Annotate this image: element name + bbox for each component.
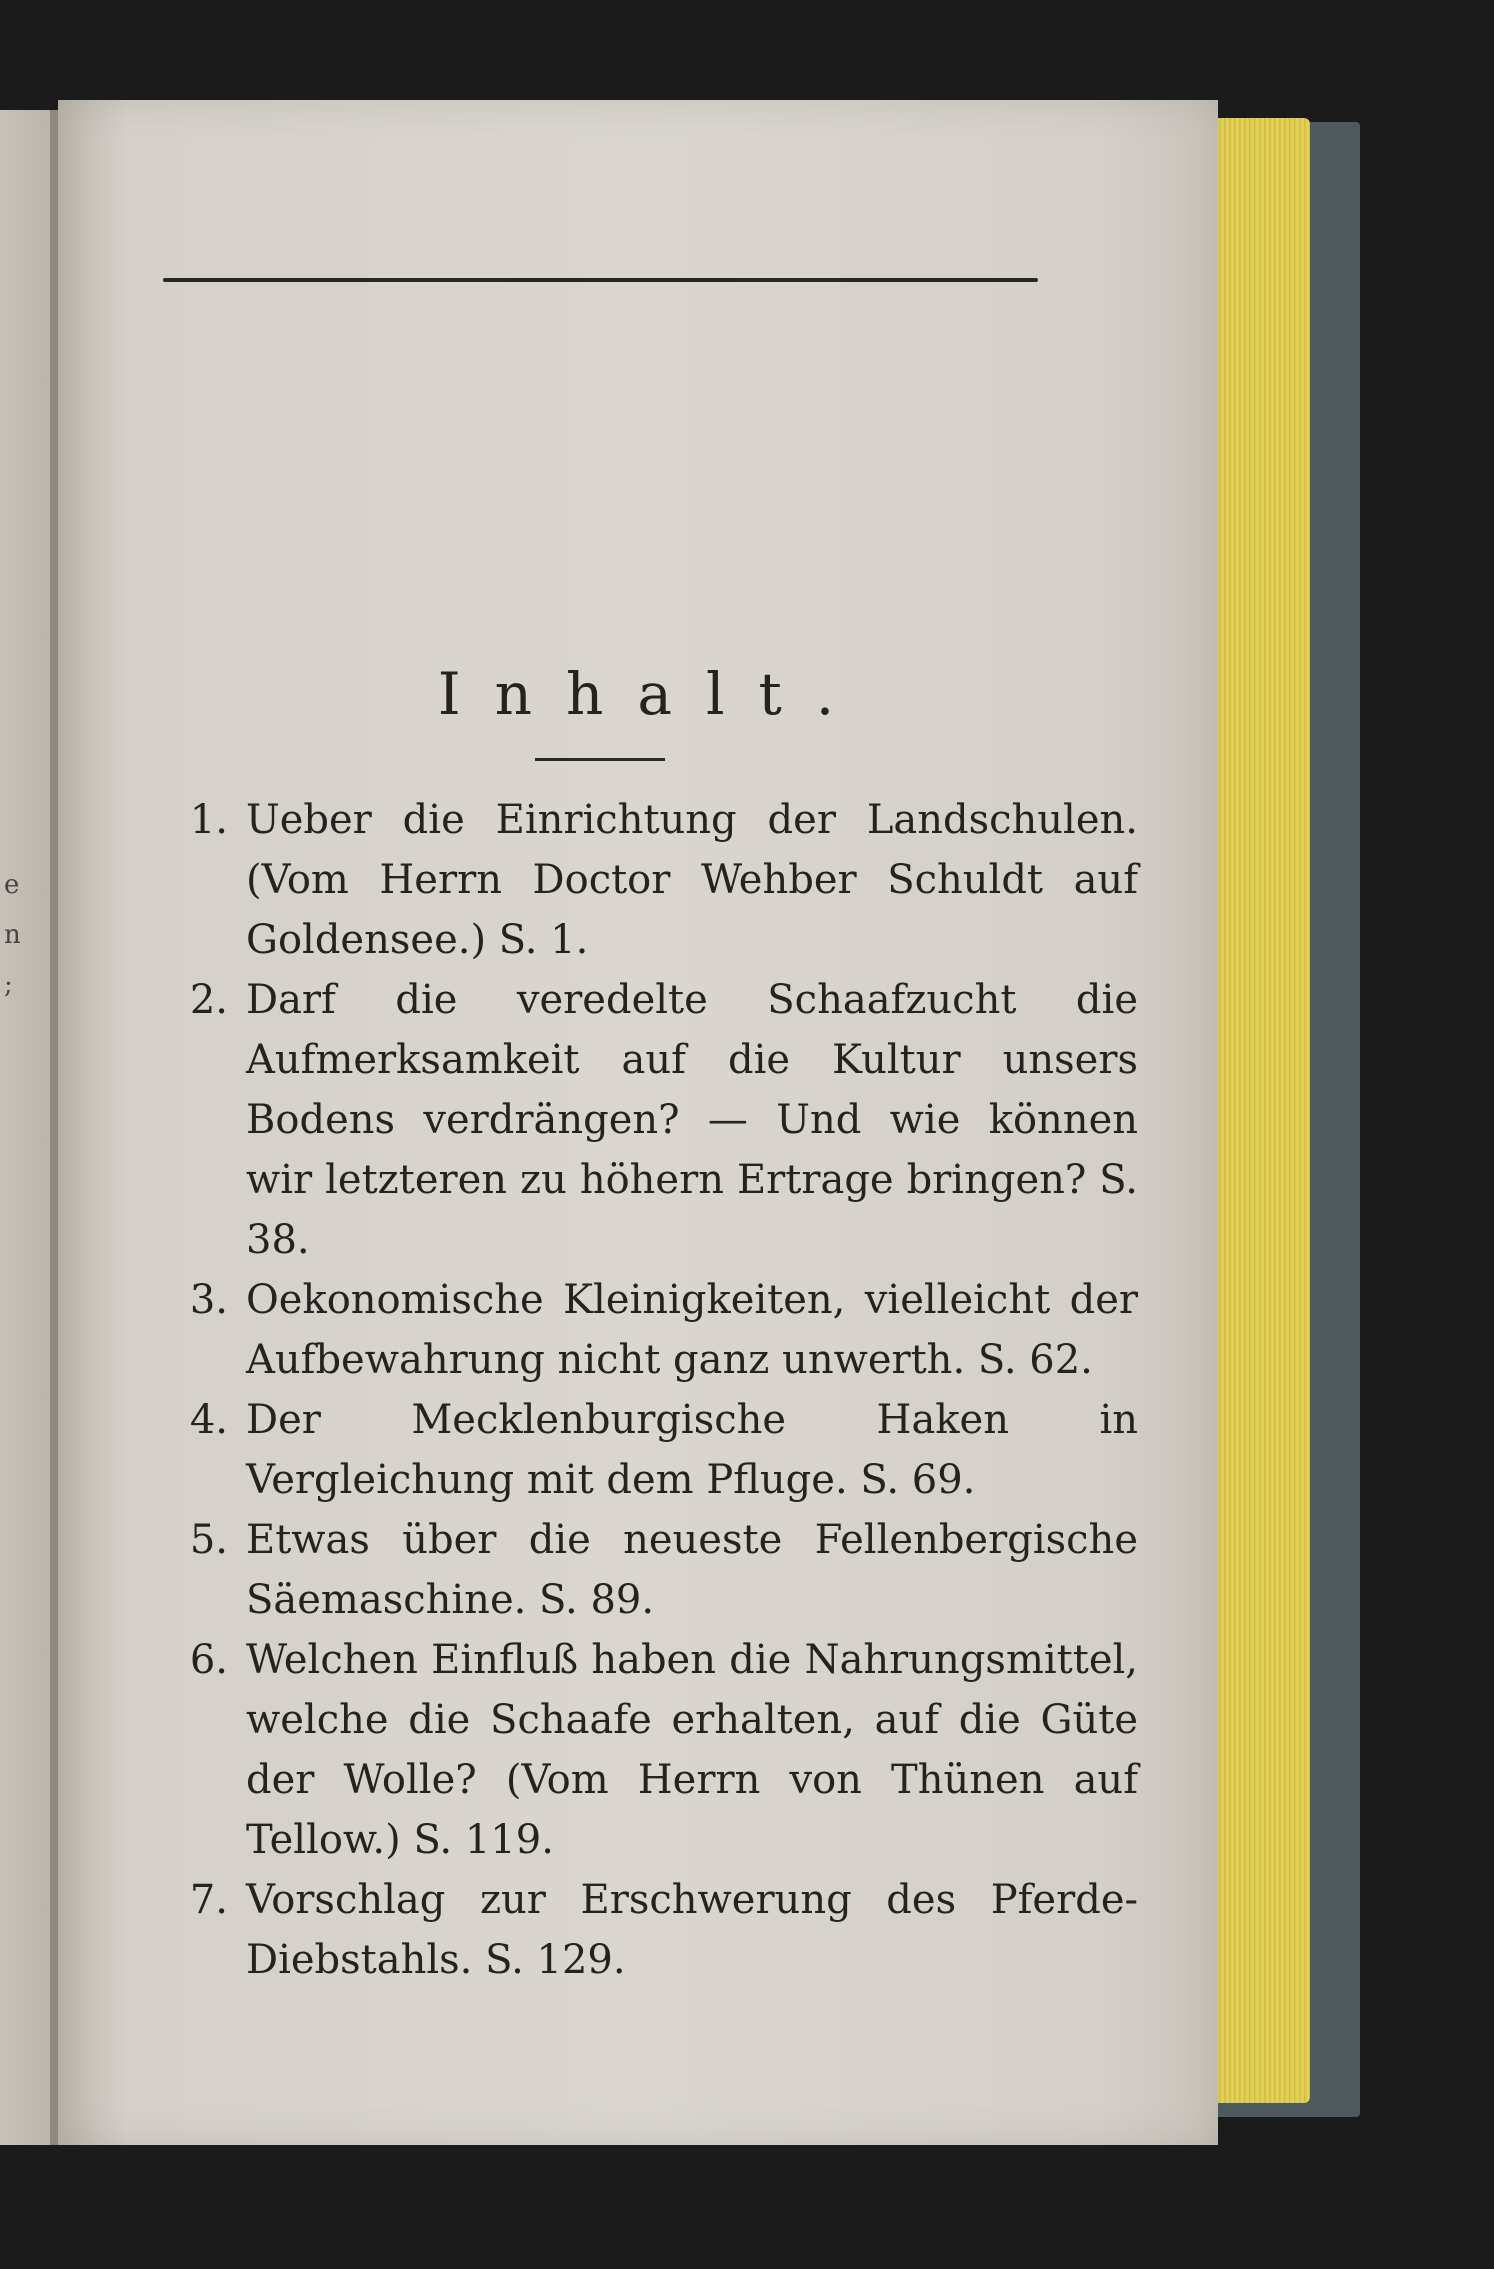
toc-entry-number: 1.	[189, 797, 228, 843]
toc-entry-number: 2.	[189, 977, 228, 1023]
left-page-fragment: ;	[4, 970, 13, 1000]
table-of-contents	[178, 790, 1138, 1990]
toc-entry-text: Ueber die Einrichtung der Landschulen. (Vom Herrn Doctor Wehber Schuldt auf Goldensee.) S. 1.	[246, 797, 1138, 963]
left-page-edge	[0, 110, 58, 2145]
page-title: Inhalt.	[437, 660, 869, 728]
toc-entry	[178, 1870, 1138, 1990]
left-page-fragment: e	[4, 870, 20, 900]
toc-entry	[178, 1630, 1138, 1870]
toc-entry-number: 3.	[189, 1277, 228, 1323]
toc-entry	[178, 1510, 1138, 1630]
toc-entry-number: 5.	[189, 1517, 228, 1563]
toc-entry-text: Vorschlag zur Erschwerung des Pferde-Diebstahls. S. 129.	[246, 1877, 1138, 1983]
toc-entry	[178, 790, 1138, 970]
toc-entry-text: Der Mecklenburgische Haken in Vergleichung mit dem Pfluge. S. 69.	[246, 1397, 1138, 1503]
toc-entry-number: 7.	[189, 1877, 228, 1923]
toc-entry	[178, 970, 1138, 1270]
gutter-shadow	[50, 110, 58, 2145]
left-page-fragment: n	[4, 920, 21, 950]
toc-entry-number: 4.	[189, 1397, 228, 1443]
toc-entry-number: 6.	[189, 1637, 228, 1683]
page-edges	[1215, 118, 1310, 2103]
toc-entry-text: Oekonomische Kleinigkeiten, vielleicht der Aufbewahrung nicht ganz unwerth. S. 62.	[246, 1277, 1138, 1383]
toc-entry-text: Welchen Einfluß haben die Nahrungsmittel, welche die Schaafe erhalten, auf die Güte der Wolle? (Vom Herrn von Thünen auf Tellow.) S. 119.	[246, 1637, 1138, 1863]
toc-entry-text: Etwas über die neueste Fellenbergische Säemaschine. S. 89.	[246, 1517, 1138, 1623]
book-page	[58, 100, 1218, 2145]
toc-entry	[178, 1270, 1138, 1390]
header-rule	[163, 278, 1038, 282]
toc-entry	[178, 1390, 1138, 1510]
title-rule	[535, 758, 665, 761]
toc-entry-text: Darf die veredelte Schaafzucht die Aufmerksamkeit auf die Kultur unsers Bodens verdrängen? — Und wie können wir letzteren zu höhern Ertrage bringen? S. 38.	[246, 977, 1138, 1263]
